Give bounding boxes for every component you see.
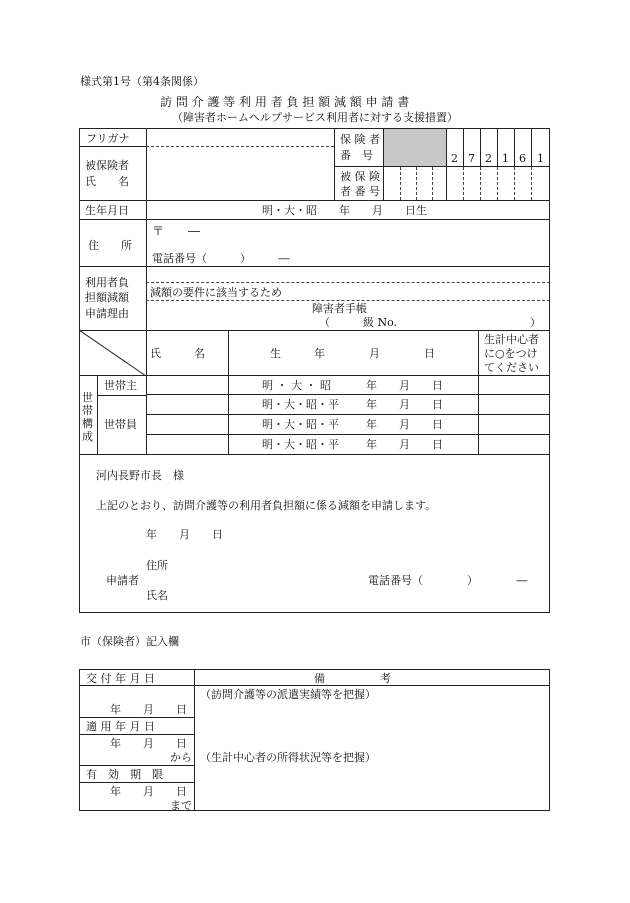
- household-member-label: 世帯員: [104, 418, 137, 431]
- valid-until-label: 有 効 期 限: [86, 768, 163, 781]
- from-label: から: [170, 751, 192, 764]
- until-label: まで: [170, 799, 192, 812]
- applicant-phone[interactable]: 電話番号（ ） ―: [368, 574, 528, 587]
- household-col-name: 氏 名: [150, 347, 205, 360]
- reason-label-2: 担額減額: [85, 291, 129, 304]
- declaration-statement: 上記のとおり、訪問介護等の利用者負担額に係る減額を申請します。: [96, 499, 437, 512]
- insurer-digit: 2: [485, 152, 492, 165]
- insured-name-field[interactable]: [148, 148, 333, 198]
- insurer-number-label-1: 保 険 者: [340, 133, 380, 146]
- household-col-main-2: に○をつけ: [484, 347, 538, 360]
- household-side-label: 帯: [82, 404, 93, 417]
- applicant-name-label: 氏名: [146, 589, 168, 602]
- furigana-label: フリガナ: [86, 132, 130, 145]
- city-section-heading: 市（保険者）記入欄: [80, 635, 179, 648]
- form-title: 訪 問 介 護 等 利 用 者 負 担 額 減 額 申 請 書: [160, 95, 410, 109]
- insured-name-label-1: 被保険者: [85, 159, 129, 172]
- insurer-digit: 6: [519, 152, 526, 165]
- household-row-date[interactable]: 年 月 日: [366, 379, 443, 392]
- furigana-field[interactable]: [148, 130, 333, 145]
- household-row-era[interactable]: 明・大・昭・平: [262, 438, 339, 451]
- form-number: 様式第1号（第4条関係）: [80, 75, 204, 88]
- birth-date-label: 生年月日: [85, 204, 129, 217]
- handbook-grade-field[interactable]: （ 級 No.: [319, 316, 398, 329]
- apply-date-value[interactable]: 年 月 日: [110, 737, 187, 750]
- insurer-digit: 1: [502, 152, 509, 165]
- household-head-label: 世帯主: [104, 379, 137, 392]
- insured-number-field[interactable]: [384, 167, 549, 199]
- household-side-label: 成: [82, 430, 93, 443]
- reason-label-3: 申請理由: [85, 307, 129, 320]
- disability-handbook-label: 障害者手帳: [312, 302, 367, 315]
- issue-date-value[interactable]: 年 月 日: [110, 703, 187, 716]
- reason-label-1: 利用者負: [85, 276, 129, 289]
- applicant-label: 申請者: [106, 574, 139, 587]
- postal-code-field[interactable]: 〒 ―: [152, 224, 201, 238]
- form-subtitle: （障害者ホームヘルプサービス利用者に対する支援措置）: [172, 111, 458, 124]
- reason-text[interactable]: 減額の要件に該当するため: [150, 286, 282, 299]
- household-side-label: 世: [82, 391, 93, 404]
- remark-dispatch: （訪問介護等の派遣実績等を把握）: [200, 688, 376, 701]
- addressee: 河内長野市長 様: [96, 469, 184, 482]
- household-row-date[interactable]: 年 月 日: [366, 438, 443, 451]
- issue-date-label: 交 付 年 月 日: [86, 672, 155, 685]
- household-col-main-3: てください: [484, 361, 539, 374]
- insurer-digit: 2: [451, 152, 458, 165]
- applicant-address-label: 住所: [146, 559, 168, 572]
- application-date[interactable]: 年 月 日: [146, 528, 223, 541]
- household-row-date[interactable]: 年 月 日: [366, 398, 443, 411]
- household-row-era[interactable]: 明・大・昭・平: [262, 398, 339, 411]
- household-col-birth: 生 年 月 日: [270, 347, 435, 360]
- insurer-digit: 1: [537, 152, 544, 165]
- insured-name-label-2: 氏 名: [85, 175, 129, 188]
- household-row-era[interactable]: 明・大・昭・平: [262, 418, 339, 431]
- apply-date-label: 適 用 年 月 日: [86, 720, 155, 733]
- household-col-main-1: 生計中心者: [484, 333, 539, 346]
- insurer-digit: 7: [468, 152, 475, 165]
- birth-date-value[interactable]: 明・大・昭 年 月 日生: [262, 204, 427, 217]
- phone-field[interactable]: 電話番号（ ） ―: [152, 252, 290, 265]
- remarks-label: 備 考: [314, 672, 391, 685]
- remark-income: （生計中心者の所得状況等を把握）: [200, 751, 376, 764]
- handbook-close: ）: [530, 316, 541, 329]
- household-row-era[interactable]: 明 ・ 大 ・ 昭: [262, 379, 331, 392]
- address-label: 住 所: [88, 239, 132, 252]
- household-row-date[interactable]: 年 月 日: [366, 418, 443, 431]
- valid-until-value[interactable]: 年 月 日: [110, 785, 187, 798]
- insurer-number-label-2: 番 号: [340, 149, 373, 162]
- household-side-label: 構: [82, 417, 93, 430]
- insured-number-label-2: 者 番 号: [340, 185, 380, 198]
- diagonal-header-cell: [79, 330, 147, 376]
- insured-number-label-1: 被 保 険: [340, 170, 380, 183]
